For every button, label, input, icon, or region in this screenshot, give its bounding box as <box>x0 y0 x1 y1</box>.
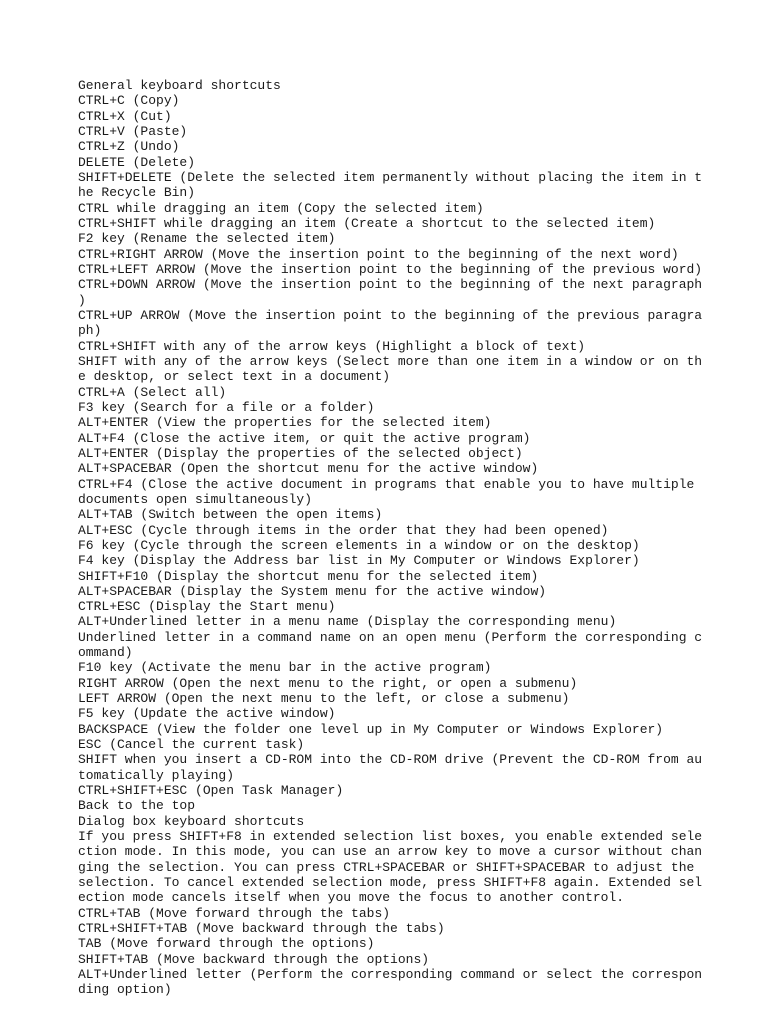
document-line: he Recycle Bin) <box>78 185 196 201</box>
document-line: CTRL+UP ARROW (Move the insertion point to the beginning of the previous paragra <box>78 307 703 323</box>
document-line: e desktop, or select text in a document) <box>78 369 391 385</box>
document-line: ALT+Underlined letter in a menu name (Display the corresponding menu) <box>78 614 617 630</box>
document-line: ommand) <box>78 645 133 661</box>
document-line: CTRL while dragging an item (Copy the selected item) <box>78 200 484 216</box>
document-line: ction mode. In this mode, you can use an arrow key to move a cursor without chan <box>78 844 703 860</box>
document-line: Back to the top <box>78 798 196 814</box>
document-line: CTRL+SHIFT+ESC (Open Task Manager) <box>78 783 344 799</box>
document-line: CTRL+SHIFT while dragging an item (Create a shortcut to the selected item) <box>78 215 656 231</box>
document-line: SHIFT+F10 (Display the shortcut menu for the selected item) <box>78 568 539 584</box>
document-line: ALT+TAB (Switch between the open items) <box>78 507 383 523</box>
document-line: F3 key (Search for a file or a folder) <box>78 399 375 415</box>
document-line: CTRL+RIGHT ARROW (Move the insertion point to the beginning of the next word) <box>78 246 679 262</box>
document-line: Dialog box keyboard shortcuts <box>78 813 305 829</box>
document-line: ection mode cancels itself when you move the focus to another control. <box>78 890 625 906</box>
document-line: CTRL+A (Select all) <box>78 384 227 400</box>
document-line: ALT+SPACEBAR (Open the shortcut menu for the active window) <box>78 461 539 477</box>
document-line: CTRL+Z (Undo) <box>78 139 180 155</box>
document-line: SHIFT+DELETE (Delete the selected item permanently without placing the item in t <box>78 169 703 185</box>
document-line: SHIFT with any of the arrow keys (Select more than one item in a window or on th <box>78 353 703 369</box>
document-line: CTRL+V (Paste) <box>78 123 188 139</box>
document-line: ging the selection. You can press CTRL+SPACEBAR or SHIFT+SPACEBAR to adjust the <box>78 859 695 875</box>
document-line: F2 key (Rename the selected item) <box>78 231 336 247</box>
document-line: F4 key (Display the Address bar list in My Computer or Windows Explorer) <box>78 553 640 569</box>
document-line: CTRL+X (Cut) <box>78 108 172 124</box>
document-line: LEFT ARROW (Open the next menu to the left, or close a submenu) <box>78 691 570 707</box>
document-text <box>78 78 718 998</box>
document-line: SHIFT when you insert a CD-ROM into the CD-ROM drive (Prevent the CD-ROM from au <box>78 752 703 768</box>
document-line: F5 key (Update the active window) <box>78 706 336 722</box>
document-line: ALT+F4 (Close the active item, or quit the active program) <box>78 430 531 446</box>
document-line: selection. To cancel extended selection mode, press SHIFT+F8 again. Extended sel <box>78 875 703 891</box>
document-line: CTRL+SHIFT+TAB (Move backward through the tabs) <box>78 921 445 937</box>
document-line: CTRL+TAB (Move forward through the tabs) <box>78 905 391 921</box>
document-line: BACKSPACE (View the folder one level up in My Computer or Windows Explorer) <box>78 721 664 737</box>
document-line: ALT+SPACEBAR (Display the System menu for the active window) <box>78 583 547 599</box>
document-line: CTRL+C (Copy) <box>78 93 180 109</box>
document-line: CTRL+SHIFT with any of the arrow keys (Highlight a block of text) <box>78 338 586 354</box>
document-line: ALT+ENTER (View the properties for the selected item) <box>78 415 492 431</box>
document-line: ALT+Underlined letter (Perform the corresponding command or select the correspon <box>78 967 703 983</box>
document-line: SHIFT+TAB (Move backward through the options) <box>78 951 430 967</box>
document-line: ph) <box>78 323 102 339</box>
document-line: CTRL+LEFT ARROW (Move the insertion point to the beginning of the previous word) <box>78 261 703 277</box>
document-line: DELETE (Delete) <box>78 154 196 170</box>
document-line: F10 key (Activate the menu bar in the active program) <box>78 660 492 676</box>
document-line: F6 key (Cycle through the screen elements in a window or on the desktop) <box>78 537 640 553</box>
document-line: CTRL+DOWN ARROW (Move the insertion point to the beginning of the next paragraph <box>78 277 703 293</box>
document-line: If you press SHIFT+F8 in extended selection list boxes, you enable extended sele <box>78 829 703 845</box>
document-line: CTRL+ESC (Display the Start menu) <box>78 599 336 615</box>
document-line: ALT+ESC (Cycle through items in the order that they had been opened) <box>78 522 609 538</box>
document-line: ) <box>78 292 86 308</box>
document-line: ESC (Cancel the current task) <box>78 737 305 753</box>
document-line: ding option) <box>78 982 172 998</box>
document-line: RIGHT ARROW (Open the next menu to the right, or open a submenu) <box>78 675 578 691</box>
document-line: CTRL+F4 (Close the active document in programs that enable you to have multiple <box>78 476 695 492</box>
document-line: tomatically playing) <box>78 767 235 783</box>
document-line: Underlined letter in a command name on an open menu (Perform the corresponding c <box>78 629 703 645</box>
document-line: ALT+ENTER (Display the properties of the selected object) <box>78 445 523 461</box>
document-line: documents open simultaneously) <box>78 491 313 507</box>
document-line: General keyboard shortcuts <box>78 78 281 93</box>
document-line: TAB (Move forward through the options) <box>78 936 375 952</box>
